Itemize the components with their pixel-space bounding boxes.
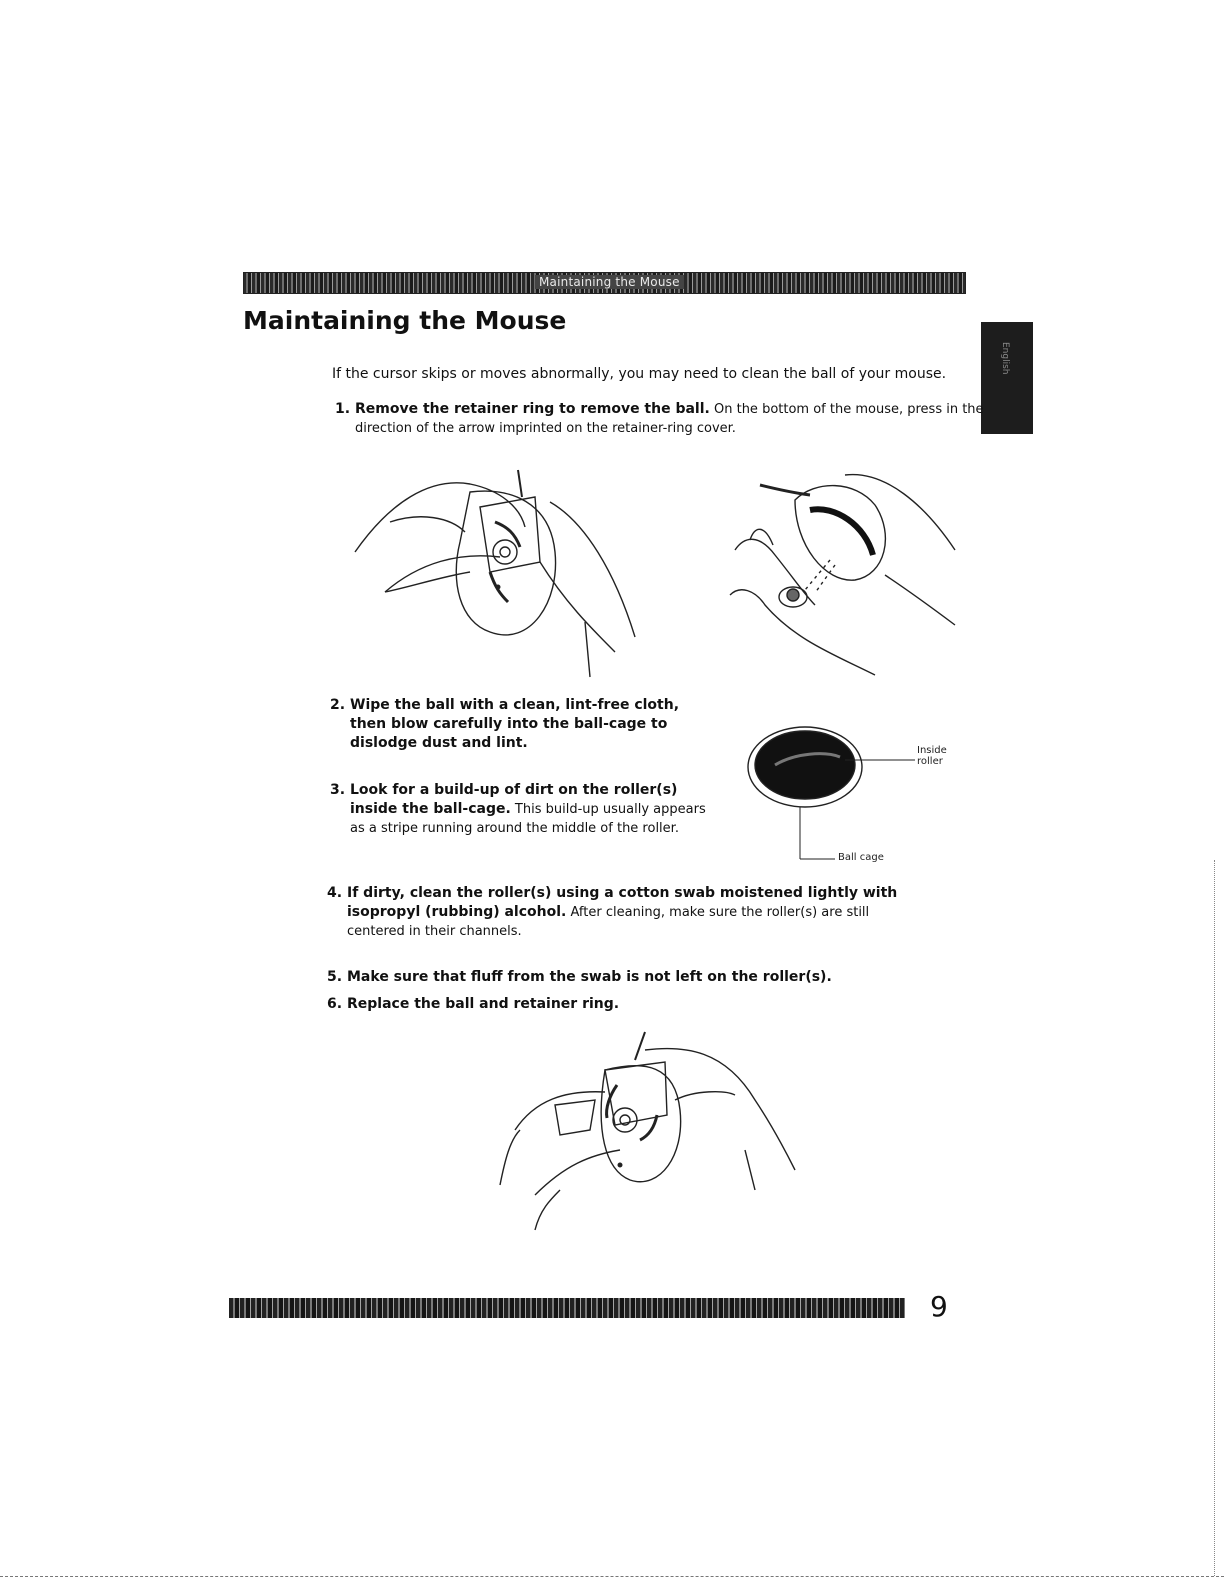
- remove-ring-illustration: [350, 462, 650, 682]
- callout-inside-roller: Inside roller: [917, 745, 947, 767]
- callout-ball-cage: Ball cage: [838, 852, 884, 863]
- step-number: 3.: [330, 782, 346, 798]
- header-bar: [243, 272, 966, 294]
- step-body: After cleaning, make sure the roller(s) are still centered in their channels.: [347, 905, 870, 939]
- step-heading: Make sure that fluff from the swab is not left on the roller(s).: [347, 969, 832, 985]
- replace-ring-illustration: [495, 1030, 805, 1235]
- side-tab-label: English: [1000, 342, 1010, 375]
- scan-edge-right: [1214, 860, 1216, 1576]
- step-body: This build-up usually appears as a stripe running around the middle of the roller.: [350, 802, 706, 836]
- step-1: [335, 400, 995, 438]
- header-section-label: Maintaining the Mouse: [535, 275, 684, 289]
- step-number: 5.: [327, 969, 343, 985]
- step-3: [330, 781, 710, 838]
- footer-bar: [229, 1298, 905, 1318]
- step-number: 6.: [327, 996, 343, 1012]
- step-6: [327, 995, 947, 1014]
- step-heading: Wipe the ball with a clean, lint-free cloth, then blow carefully into the ball-cage to dislodge dust and lint.: [350, 697, 680, 751]
- step-heading: Replace the ball and retainer ring.: [347, 996, 620, 1012]
- intro-text: If the cursor skips or moves abnormally, you may need to clean the ball of your mouse.: [332, 366, 947, 382]
- step-4: [327, 884, 927, 941]
- page-number: 9: [930, 1290, 948, 1323]
- step-2: [330, 696, 710, 753]
- step-heading: Remove the retainer ring to remove the ball.: [355, 401, 710, 417]
- step-number: 1.: [335, 401, 351, 417]
- step-heading: If dirty, clean the roller(s) using a cotton swab moistened lightly with isopropyl (rubbing) alcohol.: [347, 885, 898, 920]
- scan-edge-bottom: [0, 1576, 1224, 1578]
- ball-cage-diagram: [745, 725, 925, 865]
- step-heading: Look for a build-up of dirt on the roller(s) inside the ball-cage.: [350, 782, 678, 817]
- step-body: On the bottom of the mouse, press in the direction of the arrow imprinted on the retainer-ring cover.: [355, 402, 984, 436]
- step-number: 2.: [330, 697, 346, 713]
- step-5: [327, 968, 947, 987]
- step-number: 4.: [327, 885, 343, 901]
- page-title: Maintaining the Mouse: [243, 306, 567, 335]
- remove-ball-illustration: [725, 465, 965, 680]
